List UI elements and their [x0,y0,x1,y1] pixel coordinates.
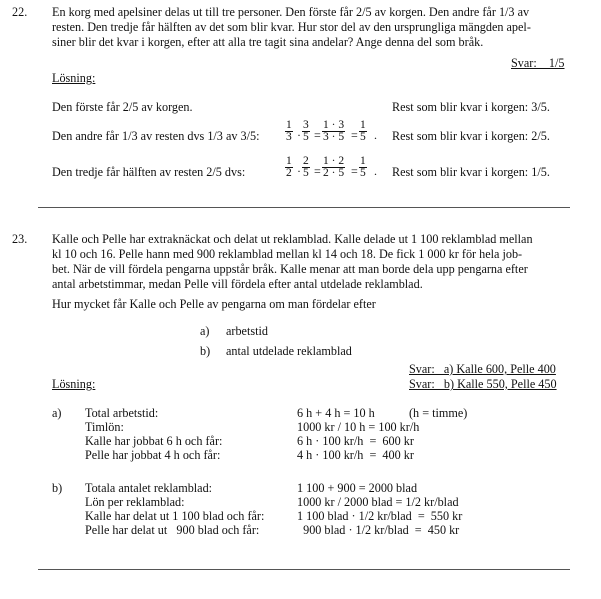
row3-dot: · [297,164,301,178]
part-a-left-2: Timlön: [85,420,124,434]
part-b-right-4: 900 blad · 1/2 kr/blad = 450 kr [297,523,460,537]
problem-23-number: 23. [12,232,28,246]
problem-22-text-line-2: resten. Den tredje får hälften av det som blir kvar. Hur stor del av den ursprungliga mängden apel- [52,20,531,34]
row3-equals-1: = [314,164,321,178]
problem-22-row1-left: Den förste får 2/5 av korgen. [52,100,193,114]
row2-dot: · [297,128,301,142]
option-b-label: b) [200,344,211,358]
problem-22-solution-label: Lösning: [52,71,96,85]
row3-fraction-2: $\frac{2}{5}$ [303,155,309,179]
row2-period: . [374,128,377,142]
row2-fraction-1: $\frac{1}{3}$ [286,119,292,143]
part-a-right-2: 1000 kr / 10 h = 100 kr/h [297,420,420,434]
problem-23-text-line-3: bet. När de vill fördela pengarna uppstår bråk. Kalle menar att man borde dela upp pengarna efter [52,262,528,276]
row3-equals-2: = [351,164,358,178]
section-divider-2 [38,569,570,570]
row2-fraction-4: $\frac{1}{5}$ [360,119,366,143]
part-b-left-1: Totala antalet reklamblad: [85,481,213,495]
row3-period: . [374,164,377,178]
part-b-right-2: 1000 kr / 2000 blad = 1/2 kr/blad [297,495,459,509]
problem-22-row2-left: Den andre får 1/3 av resten dvs 1/3 av 3/5: [52,129,260,143]
option-a-text: arbetstid [226,324,268,338]
option-b-text: antal utdelade reklamblad [226,344,352,358]
problem-22-text-line-1: En korg med apelsiner delas ut till tre personer. Den förste får 2/5 av korgen. Den andre får 1/3 av [52,5,530,19]
problem-23-solution-label: Lösning: [52,377,96,391]
problem-22-answer: Svar: 1/5 [511,56,565,70]
problem-22-text-line-3: siner blir det kvar i korgen, efter att alla tre tagit sina andelar? Ange denna del som bråk. [52,35,484,49]
row2-fraction-2: $\frac{3}{5}$ [303,119,309,143]
problem-22-row3-right: Rest som blir kvar i korgen: 1/5. [392,165,550,179]
problem-22-row3-left: Den tredje får hälften av resten 2/5 dvs: [52,165,246,179]
part-a-right-1: 6 h + 4 h = 10 h [297,406,375,420]
part-a-label: a) [52,406,62,420]
part-b-right-3: 1 100 blad · 1/2 kr/blad = 550 kr [297,509,463,523]
problem-22-row2-right: Rest som blir kvar i korgen: 2/5. [392,129,550,143]
row3-fraction-4: $\frac{1}{5}$ [360,155,366,179]
problem-23-text-line-2: kl 10 och 16. Pelle hann med 900 reklamblad mellan kl 14 och 18. De fick 1 000 kr för hela job- [52,247,523,261]
part-a-note: (h = timme) [409,406,468,420]
row3-fraction-1: $\frac{1}{2}$ [286,155,292,179]
part-a-left-4: Pelle har jobbat 4 h och får: [85,448,221,462]
part-a-left-3: Kalle har jobbat 6 h och får: [85,434,223,448]
problem-22-number: 22. [12,5,28,19]
part-a-left-1: Total arbetstid: [85,406,159,420]
row2-equals-2: = [351,128,358,142]
row2-equals-1: = [314,128,321,142]
problem-23-answer-b: Svar: b) Kalle 550, Pelle 450 [409,377,557,391]
row2-fraction-3: $\frac{1 \cdot 3}{3 \cdot 5}$ [323,119,345,143]
section-divider-1 [38,207,570,208]
problem-23-question: Hur mycket får Kalle och Pelle av pengarna om man fördelar efter [52,297,376,311]
row3-fraction-3: $\frac{1 \cdot 2}{2 \cdot 5}$ [323,155,345,179]
part-b-right-1: 1 100 + 900 = 2000 blad [297,481,418,495]
part-a-right-3: 6 h · 100 kr/h = 600 kr [297,434,414,448]
problem-23-text-line-4: antal arbetstimmar, medan Pelle vill fördela efter antal utdelade reklamblad. [52,277,423,291]
part-b-left-4: Pelle har delat ut 900 blad och får: [85,523,260,537]
problem-23-answer-a: Svar: a) Kalle 600, Pelle 400 [409,362,556,376]
part-b-left-3: Kalle har delat ut 1 100 blad och får: [85,509,265,523]
option-a-label: a) [200,324,210,338]
part-a-right-4: 4 h · 100 kr/h = 400 kr [297,448,414,462]
part-b-label: b) [52,481,63,495]
problem-22-row1-right: Rest som blir kvar i korgen: 3/5. [392,100,550,114]
part-b-left-2: Lön per reklamblad: [85,495,185,509]
problem-23-text-line-1: Kalle och Pelle har extraknäckat och delat ut reklamblad. Kalle delade ut 1 100 reklamblad mellan [52,232,533,246]
